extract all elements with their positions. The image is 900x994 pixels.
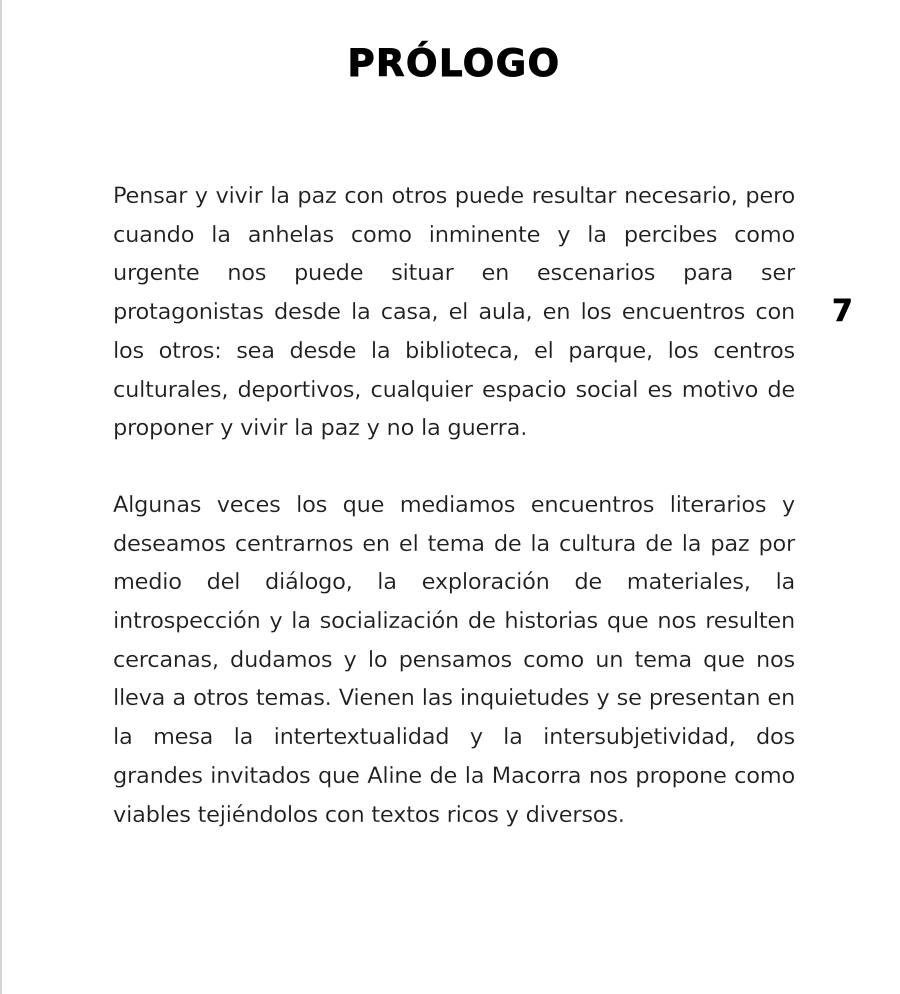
page-left-border [0,0,2,994]
paragraph-1: Pensar y vivir la paz con otros puede resultar necesario, pero cuando la anhelas como inminente y la percibes como urgente nos puede situar en escenarios para ser protagonistas desde la casa, el aula, en los encuentros con los otros: sea desde la biblioteca, el parque, los centros culturales, deportivos, cualquier espacio social es motivo de proponer y vivir la paz y no la guerra. [113,183,795,442]
page-title: PRÓLOGO [347,42,561,85]
body-text [113,177,795,834]
paragraph-spacer [113,448,795,486]
paragraph-2: Algunas veces los que mediamos encuentros literarios y deseamos centrarnos en el tema de la cultura de la paz por medio del diálogo, la exploración de materiales, la introspección y la socialización de historias que nos resulten cercanas, dudamos y lo pensamos como un tema que nos lleva a otros temas. Vienen las inquietudes y se presentan en la mesa la intertextualidad y la intersubjetividad, dos grandes invitados que Aline de la Macorra nos propone como viables tejiéndolos con textos ricos y diversos. [113,491,795,828]
page-number: 7 [832,294,853,329]
